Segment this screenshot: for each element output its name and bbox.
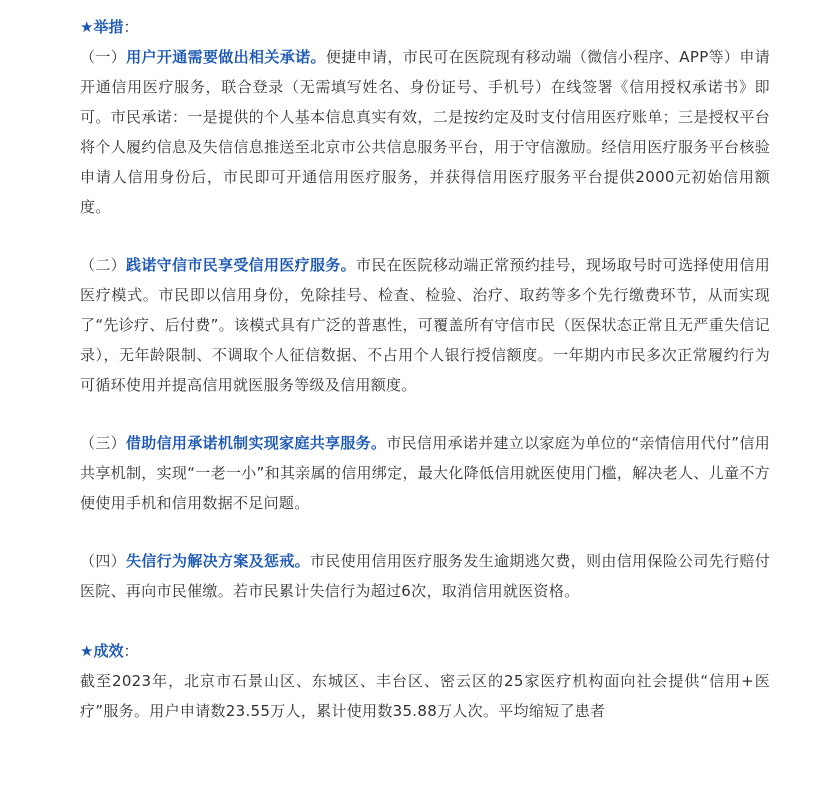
measure-item-1 <box>80 42 770 222</box>
measure-heading: 失信行为解决方案及惩戒。 <box>126 552 311 570</box>
measures-title-text: 举措 <box>93 18 124 36</box>
paragraph-spacer <box>80 606 770 636</box>
star-icon: ★ <box>80 642 94 660</box>
measure-heading: 用户开通需要做出相关承诺。 <box>126 48 326 66</box>
paragraph-spacer <box>80 400 770 428</box>
measure-number: （二） <box>80 256 127 274</box>
measure-item-3 <box>80 428 770 518</box>
paragraph-spacer <box>80 222 770 250</box>
measure-number: （三） <box>80 434 126 452</box>
measures-title <box>80 12 770 42</box>
results-title <box>80 636 770 666</box>
measure-number: （四） <box>80 552 127 570</box>
measure-number: （一） <box>80 48 127 66</box>
measure-heading: 借助信用承诺机制实现家庭共享服务。 <box>125 434 387 452</box>
measure-item-4 <box>80 546 770 606</box>
star-icon: ★ <box>80 18 94 36</box>
article-content <box>80 12 770 726</box>
results-body: 截至2023年，北京市石景山区、东城区、丰台区、密云区的25家医疗机构面向社会提供“信用+医疗”服务。用户申请数23.55万人，累计使用数35.88万人次。平均缩短了患者 <box>80 672 770 720</box>
results-title-colon: ： <box>123 642 139 660</box>
measures-title-colon: ： <box>123 18 139 36</box>
measure-heading: 践诺守信市民享受信用医疗服务。 <box>126 256 357 274</box>
measure-body: 市民在医院移动端正常预约挂号，现场取号时可选择使用信用医疗模式。市民即以信用身份，免除挂号、检查、检验、治疗、取药等多个先行缴费环节，从而实现了“先诊疗、后付费”。该模式具有广泛的普惠性，可覆盖所有守信市民（医保状态正常且无严重失信记录），无年龄限制、不调取个人征信数据、不占用个人银行授信额度。一年期内市民多次正常履约行为可循环使用并提高信用就医服务等级及信用额度。 <box>80 256 771 394</box>
measure-body: 市民信用承诺并建立以家庭为单位的“亲情信用代付”信用共享机制，实现“一老一小”和其亲属的信用绑定，最大化降低信用就医使用门槛，解决老人、儿童不方便使用手机和信用数据不足问题。 <box>80 434 770 512</box>
measure-body: 便捷申请，市民可在医院现有移动端（微信小程序、APP等）申请开通信用医疗服务，联合登录（无需填写姓名、身份证号、手机号）在线签署《信用授权承诺书》即可。市民承诺：一是提供的个人基本信息真实有效，二是按约定及时支付信用医疗账单；三是授权平台将个人履约信息及失信信息推送至北京市公共信息服务平台，用于守信激励。经信用医疗服务平台核验申请人信用身份后，市民即可开通信用医疗服务，并获得信用医疗服务平台提供2000元初始信用额度。 <box>80 48 771 216</box>
measure-body: 市民使用信用医疗服务发生逾期逃欠费，则由信用保险公司先行赔付医院、再向市民催缴。若市民累计失信行为超过6次，取消信用就医资格。 <box>80 552 771 600</box>
measure-item-2 <box>80 250 770 400</box>
results-title-text: 成效 <box>93 642 124 660</box>
paragraph-spacer <box>80 518 770 546</box>
